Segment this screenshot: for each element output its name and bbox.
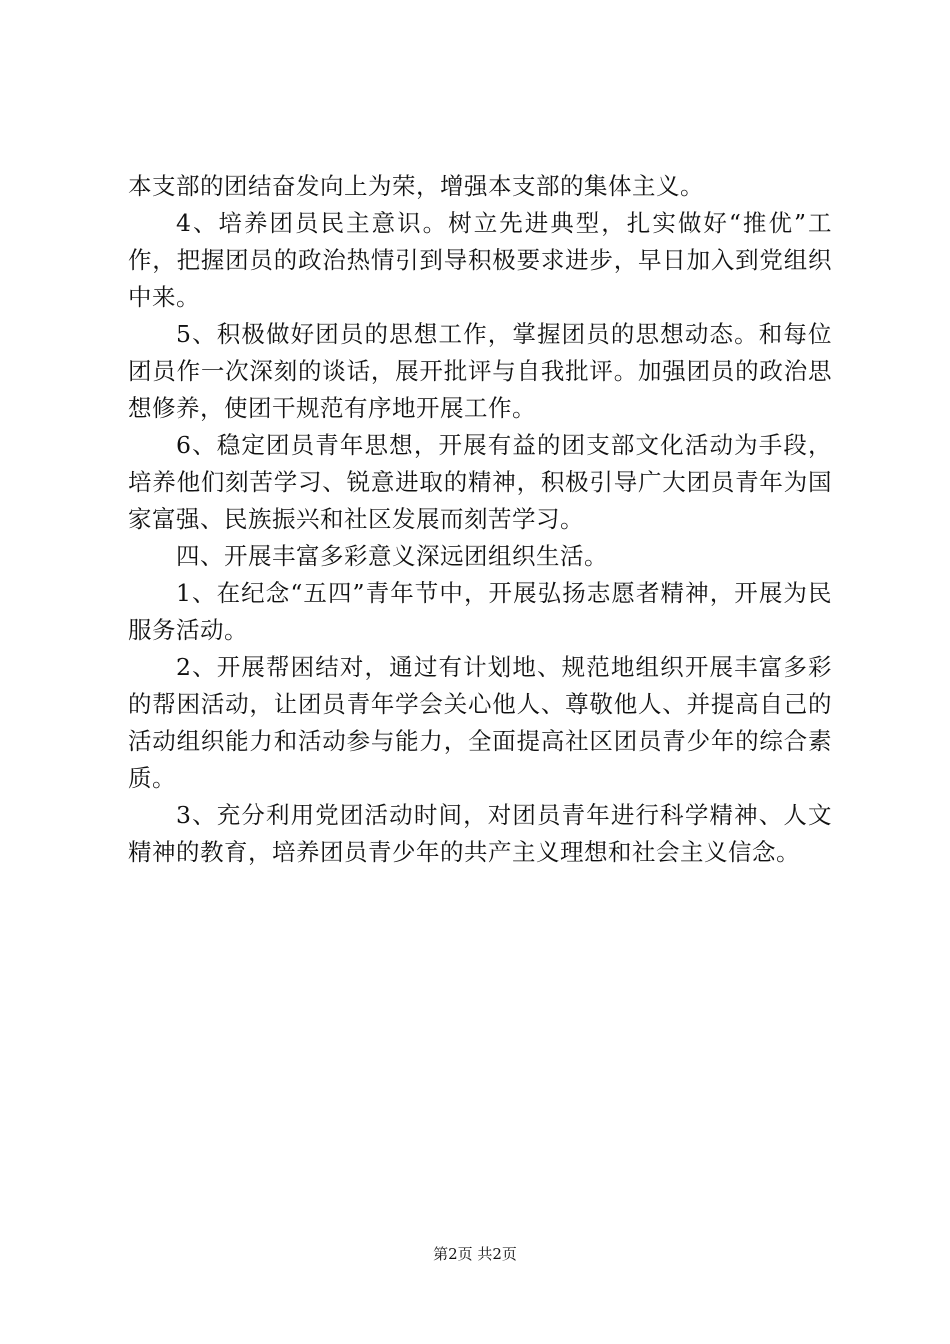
paragraph-6: 2、开展帮困结对，通过有计划地、规范地组织开展丰富多彩的帮困活动，让团员青年学会关心他人、尊敬他人、并提高自己的活动组织能力和活动参与能力，全面提高社区团员青少年的综合素质。: [128, 653, 832, 792]
paragraph-4: 6、稳定团员青年思想，开展有益的团支部文化活动为手段，培养他们刻苦学习、锐意进取的精神，积极引导广大团员青年为国家富强、民族振兴和社区发展而刻苦学习。: [128, 431, 832, 533]
paragraph-1: 本支部的团结奋发向上为荣，增强本支部的集体主义。: [128, 172, 704, 200]
document-body: [128, 168, 832, 871]
page-number-footer: 第2页 共2页: [433, 1245, 517, 1263]
section-heading-4: 四、开展丰富多彩意义深远团组织生活。: [176, 542, 608, 570]
paragraph-3: 5、积极做好团员的思想工作，掌握团员的思想动态。和每位团员作一次深刻的谈话，展开批评与自我批评。加强团员的政治思想修养，使团干规范有序地开展工作。: [128, 320, 832, 422]
paragraph-7: 3、充分利用党团活动时间，对团员青年进行科学精神、人文精神的教育，培养团员青少年的共产主义理想和社会主义信念。: [128, 801, 832, 866]
paragraph-5: 1、在纪念“五四”青年节中，开展弘扬志愿者精神，开展为民服务活动。: [128, 579, 832, 644]
paragraph-2: 4、培养团员民主意识。树立先进典型，扎实做好“推优”工作，把握团员的政治热情引到导积极要求进步，早日加入到党组织中来。: [128, 209, 832, 311]
